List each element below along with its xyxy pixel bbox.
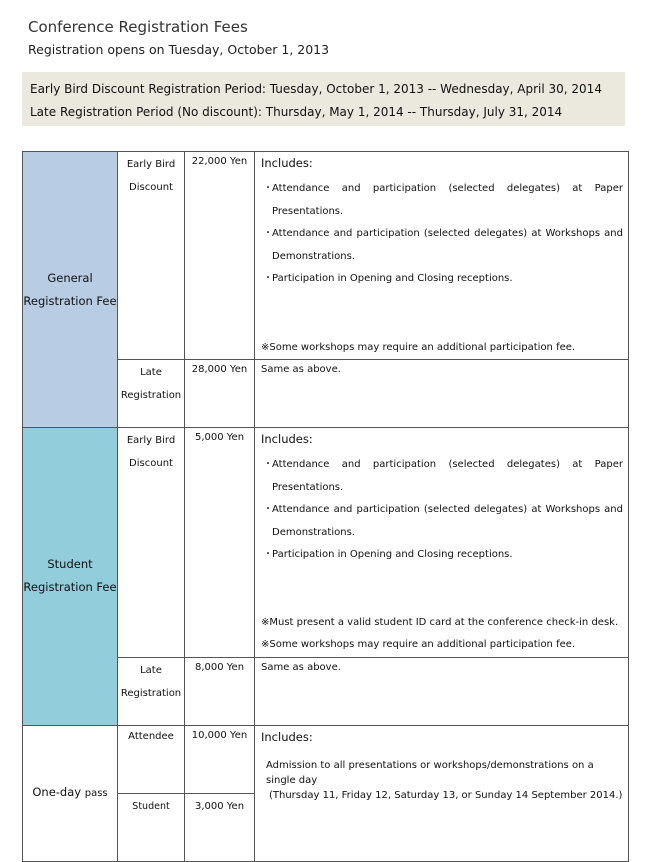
student-late-label bbox=[118, 657, 185, 725]
student-early-label-line1: Early Bird bbox=[126, 435, 176, 446]
student-note-id: ※Must present a valid student ID card at the conference check-in desk. bbox=[261, 616, 619, 628]
general-early-label-line1: Early Bird bbox=[126, 159, 176, 170]
oneday-desc-line1: Admission to all presentations or workshops/demonstrations on a single day bbox=[266, 759, 594, 786]
oneday-attendee-label: Attendee bbox=[118, 725, 185, 793]
general-late-desc: Same as above. bbox=[255, 360, 629, 428]
student-early-row bbox=[23, 428, 629, 658]
oneday-includes-label: Includes: bbox=[261, 729, 313, 744]
oneday-category-cell bbox=[23, 725, 118, 861]
student-category-cell bbox=[23, 428, 118, 726]
general-late-price: 28,000 Yen bbox=[185, 360, 255, 428]
student-late-desc: Same as above. bbox=[255, 657, 629, 725]
general-includes-label: Includes: bbox=[261, 156, 313, 170]
oneday-desc bbox=[255, 725, 629, 861]
general-bullet-2: ・ Attendance and participation (selected delegates) at Workshops and Demonstrations. bbox=[263, 228, 623, 262]
late-period: Late Registration Period (No discount): Thursday, May 1, 2014 -- Thursday, July 31, 2014 bbox=[30, 105, 563, 119]
general-late-label-line1: Late bbox=[140, 367, 162, 378]
general-category-cell bbox=[23, 152, 118, 428]
student-early-price: 5,000 Yen bbox=[185, 428, 255, 658]
general-note: ※Some workshops may require an additional participation fee. bbox=[261, 341, 576, 353]
student-early-label bbox=[118, 428, 185, 658]
oneday-attendee-price: 10,000 Yen bbox=[185, 725, 255, 793]
oneday-student-price: 3,000 Yen bbox=[185, 793, 255, 861]
student-bullet-3: ・ Participation in Opening and Closing receptions. bbox=[263, 549, 513, 560]
general-bullet-3: ・ Participation in Opening and Closing receptions. bbox=[263, 273, 513, 284]
general-early-price: 22,000 Yen bbox=[185, 152, 255, 360]
early-bird-period: Early Bird Discount Registration Period: Tuesday, October 1, 2013 -- Wednesday, April 30, 2014 bbox=[30, 82, 602, 96]
student-late-label-line1: Late bbox=[140, 664, 162, 676]
student-note-workshops: ※Some workshops may require an additional participation fee. bbox=[261, 639, 576, 650]
oneday-category-suffix: pass bbox=[84, 788, 108, 799]
oneday-desc-text bbox=[261, 752, 623, 803]
oneday-desc-line2: (Thursday 11, Friday 12, Saturday 13, or Sunday 14 September 2014.) bbox=[269, 789, 623, 801]
general-early-label bbox=[118, 152, 185, 360]
fee-table bbox=[22, 151, 629, 862]
registration-periods-box bbox=[22, 72, 625, 126]
student-bullet-1: ・ Attendance and participation (selected delegates) at Paper Presentations. bbox=[263, 459, 623, 493]
general-bullet-1: ・ Attendance and participation (selected delegates) at Paper Presentations. bbox=[263, 183, 623, 217]
oneday-attendee-row bbox=[23, 725, 629, 793]
student-late-price: 8,000 Yen bbox=[185, 657, 255, 725]
general-early-row bbox=[23, 152, 629, 360]
general-late-label bbox=[118, 360, 185, 428]
general-late-label-line2: Registration bbox=[120, 390, 182, 401]
student-bullet-2: ・ Attendance and participation (selected delegates) at Workshops and Demonstrations. bbox=[263, 504, 623, 538]
student-category-line1: Student bbox=[47, 557, 93, 572]
oneday-student-label: Student bbox=[118, 793, 185, 861]
general-early-label-line2: Discount bbox=[129, 182, 173, 193]
oneday-category-label: One-day bbox=[32, 785, 82, 799]
general-category-line2: Registration Fee bbox=[23, 293, 117, 308]
student-category-line2: Registration Fee bbox=[23, 580, 117, 595]
student-early-desc bbox=[255, 428, 629, 658]
student-includes-label: Includes: bbox=[261, 432, 313, 446]
general-category-line1: General bbox=[47, 270, 93, 285]
student-early-label-line2: Discount bbox=[129, 458, 173, 469]
general-early-desc bbox=[255, 152, 629, 360]
registration-opens-text: Registration opens on Tuesday, October 1, 2013 bbox=[28, 42, 330, 57]
student-late-label-line2: Registration bbox=[120, 687, 182, 699]
page-title: Conference Registration Fees bbox=[28, 18, 248, 36]
